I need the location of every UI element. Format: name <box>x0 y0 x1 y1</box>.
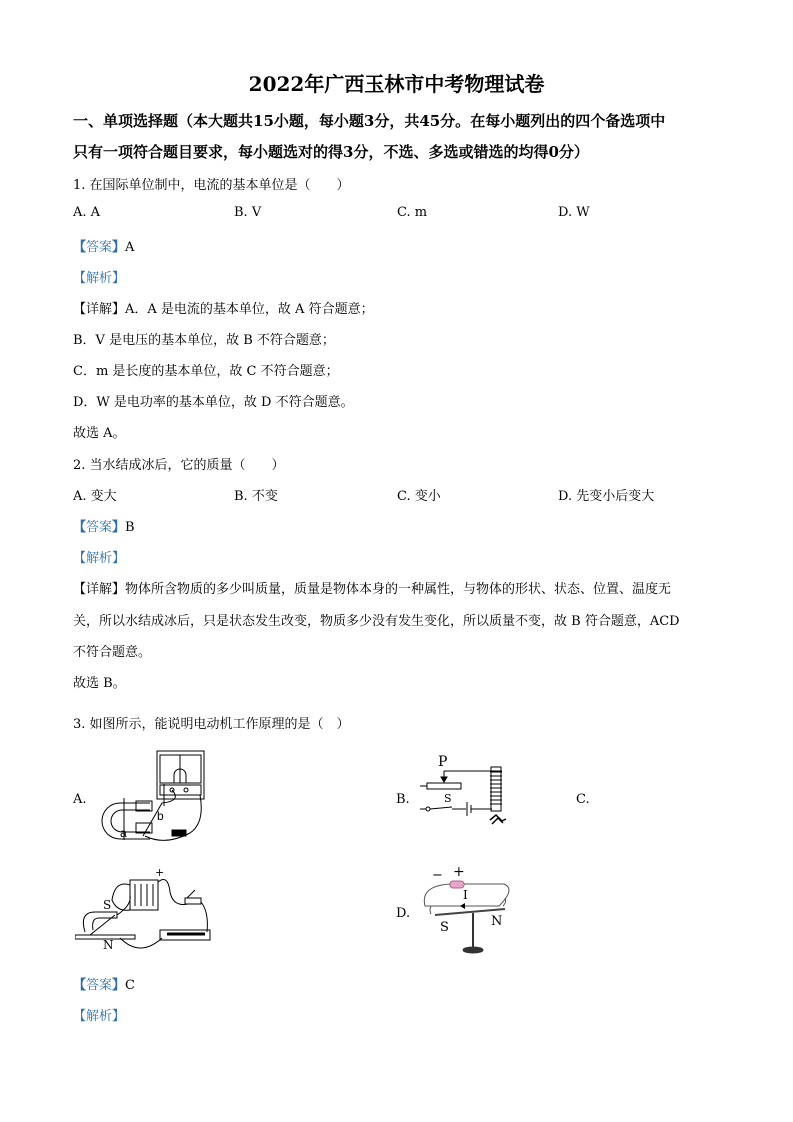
figure-d-oersted-diagram <box>415 864 515 958</box>
figure-c-label-s: S <box>103 898 112 912</box>
q2-option-d: D. 先变小后变大 <box>558 489 655 504</box>
detail-label: 【详解】 <box>73 582 126 597</box>
figure-a-galvanometer-diagram <box>100 748 210 844</box>
question-3-stem: 3. 如图所示，能说明电动机工作原理的是（ ） <box>73 717 350 732</box>
q1-detail-line-4: D．W 是电功率的基本单位，故 D 不符合题意。 <box>73 395 354 410</box>
detail-text: 物体所含物质的多少叫质量，质量是物体本身的一种属性，与物体的形状、状态、位置、温度无 <box>125 582 672 597</box>
q3-option-a-label: A. <box>73 792 87 807</box>
answer-bracket-open: 【 <box>73 240 87 255</box>
page-title: 2022年广西玉林市中考物理试卷 <box>248 72 545 96</box>
figure-d-label-n: N <box>491 914 503 929</box>
figure-b-label-p: P <box>438 754 448 770</box>
q2-option-c: C. 变小 <box>397 489 441 504</box>
q1-detail-line-5: 故选 A。 <box>73 426 126 441</box>
q1-detail-line-1 <box>73 298 374 317</box>
q1-detail-line-3: C．m 是长度的基本单位，故 C 不符合题意； <box>73 364 339 379</box>
q1-analysis-label: 【解析】 <box>73 271 126 286</box>
answer-bracket-close: 】 <box>112 520 126 535</box>
answer-bracket-close: 】 <box>112 978 126 993</box>
q2-option-a: A. 变大 <box>73 489 117 504</box>
q1-option-d: D. W <box>558 205 590 220</box>
answer-bracket-open: 【 <box>73 520 87 535</box>
figure-d-label-minus: − <box>432 868 443 883</box>
q2-detail-line-4: 故选 B。 <box>73 676 126 691</box>
q1-answer <box>73 236 134 255</box>
detail-label: 【详解】 <box>73 302 126 317</box>
q1-option-b: B. V <box>234 205 262 220</box>
q2-analysis-label: 【解析】 <box>73 551 126 566</box>
question-2-stem: 2. 当水结成冰后，它的质量（ ） <box>73 458 285 473</box>
q1-option-a: A. A <box>73 205 101 220</box>
q2-option-b: B. 不变 <box>234 489 278 504</box>
q2-detail-line-1 <box>73 578 671 597</box>
q1-detail-line-2: B．V 是电压的基本单位，故 B 不符合题意； <box>73 333 335 348</box>
section-heading-line2: 只有一项符合题目要求，每小题选对的得3分，不选、多选或错选的均得0分） <box>73 143 589 161</box>
q1-option-c: C. m <box>397 205 428 220</box>
figure-d-label-plus: + <box>453 864 465 880</box>
q3-answer <box>73 974 135 993</box>
section-heading-line1: 一、单项选择题（本大题共15小题，每小题3分，共45分。在每小题列出的四个备选项中 <box>73 112 666 130</box>
q2-detail-line-3: 不符合题意。 <box>73 645 152 660</box>
answer-value: A <box>125 240 135 255</box>
answer-label: 答案 <box>86 520 113 535</box>
question-1-stem: 1. 在国际单位制中，电流的基本单位是（ ） <box>73 178 350 193</box>
q2-answer <box>73 516 135 535</box>
figure-c-motor-apparatus-diagram <box>75 866 215 960</box>
detail-text: A．A 是电流的基本单位，故 A 符合题意； <box>125 302 374 317</box>
q3-option-b-label: B. <box>396 792 410 807</box>
answer-label: 答案 <box>86 978 113 993</box>
figure-d-label-current: I <box>463 888 468 902</box>
answer-bracket-open: 【 <box>73 978 87 993</box>
answer-value: B <box>125 520 135 535</box>
answer-label: 答案 <box>86 240 113 255</box>
figure-c-label-n: N <box>103 938 114 952</box>
answer-bracket-close: 】 <box>112 240 126 255</box>
q3-analysis-label: 【解析】 <box>73 1009 126 1024</box>
figure-b-label-s: S <box>444 792 452 805</box>
answer-value: C <box>125 978 135 993</box>
q2-detail-line-2: 关，所以水结成冰后，只是状态发生改变，物质多少没有发生变化，所以质量不变，故 B 符合题意，ACD <box>73 614 680 629</box>
figure-c-label-plus: + <box>155 866 165 879</box>
figure-a-label-b: b <box>157 809 164 823</box>
figure-a-label-a: a <box>120 826 127 840</box>
q3-option-d-label: D. <box>396 906 411 921</box>
q3-option-c-label: C. <box>576 792 590 807</box>
figure-d-label-s: S <box>440 920 449 935</box>
figure-b-electromagnet-diagram <box>420 754 520 832</box>
